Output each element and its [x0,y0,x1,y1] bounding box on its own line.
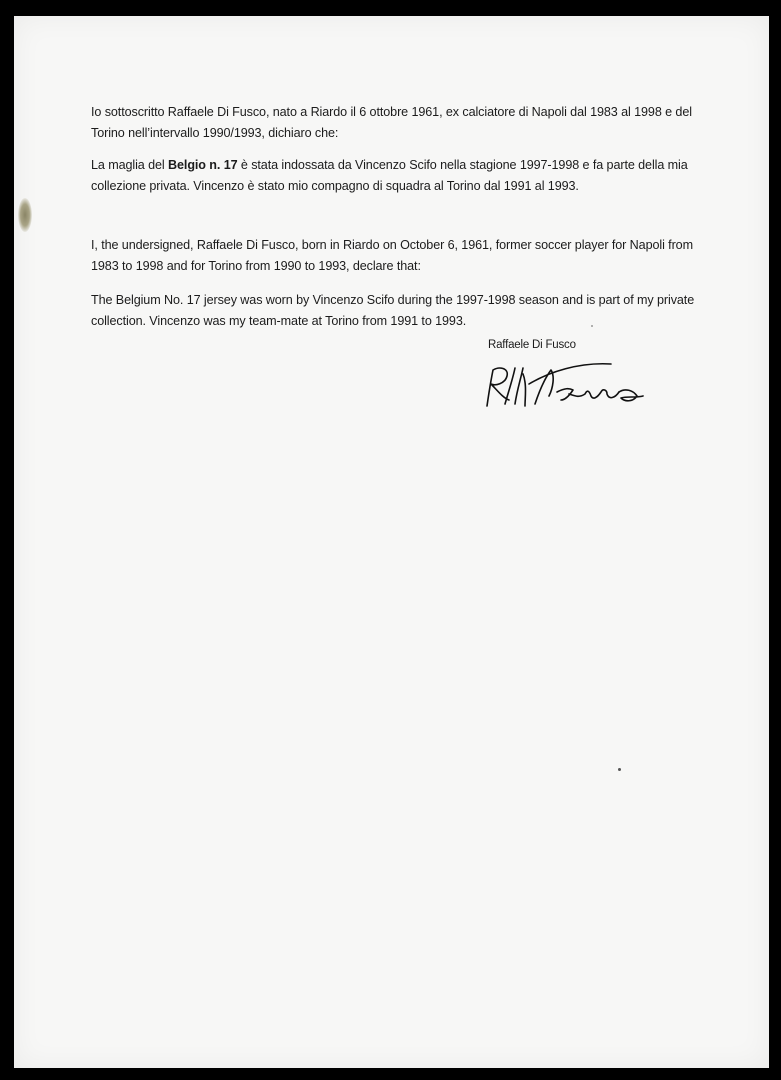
english-declaration-intro: I, the undersigned, Raffaele Di Fusco, born in Riardo on October 6, 1961, former soccer player for Napoli from 1983 to 1998 and for Torino from 1990 to 1993, declare that: [91,238,693,273]
signature-name: Raffaele Di Fusco [488,339,576,351]
italian-body-bold: Belgio n. 17 [168,158,238,172]
handwritten-signature [469,344,649,414]
paper-stain [18,198,32,232]
english-declaration-body: The Belgium No. 17 jersey was worn by Vincenzo Scifo during the 1997-1998 season and is part of my private collection. Vincenzo was my team-mate at Torino from 1991 to 1993. [91,293,695,328]
italian-paragraph-2 [91,155,711,197]
speck-mark-small [591,325,593,327]
paper-sheet [14,16,769,1068]
italian-declaration-intro: Io sottoscritto Raffaele Di Fusco, nato a Riardo il 6 ottobre 1961, ex calciatore di Napoli dal 1983 al 1998 e del Torino nell’intervallo 1990/1993, dichiaro che: [91,105,692,140]
italian-declaration-body [91,155,711,197]
english-paragraph-1 [91,235,711,277]
speck-mark [618,768,621,771]
english-paragraph-2 [91,290,711,332]
italian-paragraph-1 [91,102,711,144]
italian-body-end: è stata indossata da Vincenzo Scifo nella stagione 1997-1998 e fa parte della mia collezione privata. Vincenzo è stato mio compagno di squadra al Torino dal 1991 al 1993. [91,158,688,193]
italian-body-start: La maglia del [91,158,169,172]
